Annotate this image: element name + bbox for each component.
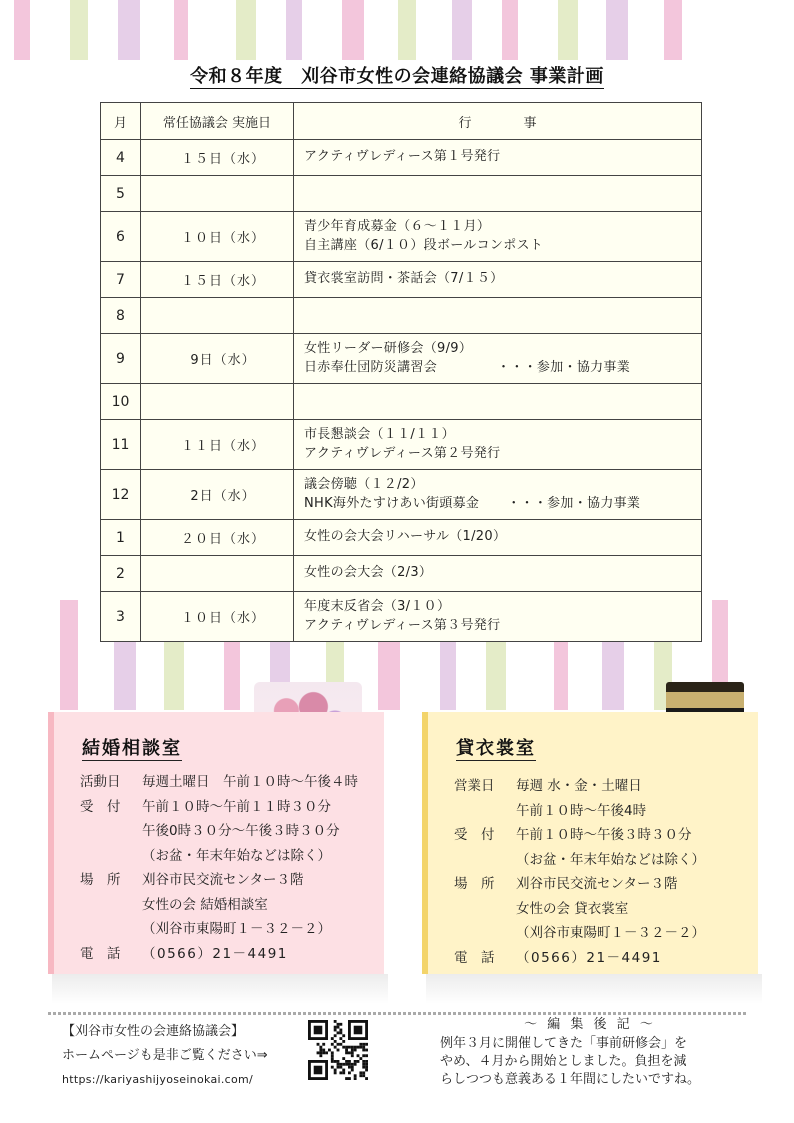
event-cell [294, 420, 702, 470]
stripe [14, 0, 30, 60]
stripe [664, 0, 682, 60]
month-cell: 7 [101, 262, 141, 298]
decorative-stripes-top [0, 0, 794, 60]
stripe [578, 0, 606, 60]
date-cell: １０日（水） [141, 592, 294, 642]
month-header: 月 [101, 103, 141, 140]
month-cell: 5 [101, 176, 141, 212]
month-cell: 12 [101, 470, 141, 520]
info-value: 刈谷市民交流センター３階 [516, 876, 678, 892]
stripe [398, 0, 416, 60]
month-cell: 3 [101, 592, 141, 642]
stripe [174, 0, 188, 60]
stripe [118, 0, 140, 60]
editor-text: らしつつも意義ある１年間にしたいですね。 [440, 1072, 701, 1087]
info-label: 場 所 [80, 872, 121, 888]
event-text: 青少年育成募金（６～１１月） [304, 218, 491, 234]
table-row [101, 556, 702, 592]
event-text: アクティヴレディース第１号発行 [304, 149, 501, 165]
page-title: 令和８年度 刈谷市女性の会連絡協議会 事業計画 [190, 66, 604, 87]
date-cell [141, 298, 294, 334]
month-cell: 4 [101, 140, 141, 176]
event-text: 女性の会大会（2/3） [304, 565, 433, 581]
footer-website [62, 1020, 268, 1092]
event-text: 市長懇談会（１１/１１） [304, 426, 455, 442]
event-header: 行 事 [294, 103, 702, 140]
table-row [101, 520, 702, 556]
event-cell [294, 334, 702, 384]
stripe [502, 0, 518, 60]
stripe [188, 0, 236, 60]
date-cell: １１日（水） [141, 420, 294, 470]
stripe [30, 0, 70, 60]
stripe [452, 0, 472, 60]
stripe [140, 0, 174, 60]
info-value: 毎週 水・金・土曜日 [516, 778, 642, 794]
info-value: 毎週土曜日 午前１０時～午後４時 [142, 774, 358, 790]
stripe [682, 0, 742, 60]
stripe [606, 0, 628, 60]
info-label: 電 話 [80, 945, 121, 962]
info-value: （お盆・年末年始などは除く） [142, 847, 331, 864]
event-text: 女性リーダー研修会（9/9） [304, 340, 473, 356]
editor-text: やめ、４月から開始としました。負担を減 [440, 1054, 687, 1069]
schedule-table [100, 102, 702, 642]
table-header-row [101, 103, 702, 140]
event-text: 女性の会大会リハーサル（1/20） [304, 529, 507, 545]
event-cell [294, 298, 702, 334]
stripe [0, 0, 14, 60]
date-cell: ２０日（水） [141, 520, 294, 556]
table-row [101, 420, 702, 470]
event-text [304, 359, 701, 378]
date-cell: １０日（水） [141, 212, 294, 262]
month-cell: 1 [101, 520, 141, 556]
event-cell [294, 384, 702, 420]
stripe [302, 0, 342, 60]
info-value: （刈谷市東陽町１－３２－２） [516, 925, 705, 941]
footer-divider [48, 1012, 748, 1015]
participation-note: ・・・参加・協力事業 [497, 359, 631, 375]
marriage-consultation-panel [48, 712, 384, 974]
month-cell: 9 [101, 334, 141, 384]
info-label: 活動日 [80, 774, 121, 790]
stripe [286, 0, 302, 60]
event-text: 議会傍聴（１２/2） [304, 476, 424, 492]
info-value: 刈谷市民交流センター３階 [142, 872, 304, 888]
phone-number: （0566）21－4491 [516, 949, 662, 966]
event-text: 日赤奉仕団防災講習会 [304, 359, 438, 375]
panel-shadow [426, 974, 762, 1004]
table-row [101, 262, 702, 298]
info-label: 受 付 [454, 827, 495, 843]
editor-heading: ～ 編 集 後 記 ～ [524, 1017, 656, 1032]
info-value: 午前１０時～午後３時３０分 [516, 827, 692, 843]
org-name: 【刈谷市女性の会連絡協議会】 [62, 1024, 245, 1039]
stripe [0, 600, 60, 710]
stripe [88, 0, 118, 60]
event-cell [294, 592, 702, 642]
info-label: 場 所 [454, 876, 495, 892]
stripe [364, 0, 398, 60]
event-cell [294, 176, 702, 212]
phone-number: （0566）21－4491 [142, 945, 288, 962]
info-value: （刈谷市東陽町１－３２－２） [142, 921, 331, 937]
event-cell [294, 262, 702, 298]
event-text: 貸衣裳室訪問・茶話会（7/１５） [304, 271, 504, 287]
stripe [472, 0, 502, 60]
month-cell: 6 [101, 212, 141, 262]
info-label: 受 付 [80, 798, 121, 815]
event-text [304, 495, 701, 514]
date-header: 常任協議会 実施日 [141, 103, 294, 140]
event-text: 自主講座（6/１０）段ボールコンポスト [304, 237, 544, 253]
stripe [342, 0, 364, 60]
table-row [101, 298, 702, 334]
event-cell [294, 556, 702, 592]
panel-shadow [52, 974, 388, 1004]
table-row [101, 470, 702, 520]
table-row [101, 592, 702, 642]
info-value: 女性の会 結婚相談室 [142, 896, 268, 913]
stripe [70, 0, 88, 60]
event-text: 年度末反省会（3/１０） [304, 598, 451, 614]
info-label: 営業日 [454, 778, 495, 794]
website-link[interactable]: https://kariyashijyoseinokai.com/ [62, 1073, 254, 1086]
stripe [236, 0, 256, 60]
month-cell: 11 [101, 420, 141, 470]
stripe [256, 0, 286, 60]
date-cell: 9日（水） [141, 334, 294, 384]
month-cell: 8 [101, 298, 141, 334]
editor-text: 例年３月に開催してきた「事前研修会」を [440, 1036, 688, 1051]
marriage-heading: 結婚相談室 [82, 734, 182, 761]
month-cell: 10 [101, 384, 141, 420]
table-row [101, 334, 702, 384]
qr-code-icon[interactable] [308, 1020, 368, 1080]
date-cell [141, 384, 294, 420]
date-cell [141, 176, 294, 212]
event-cell [294, 212, 702, 262]
homepage-invite: ホームページも是非ご覧ください⇒ [62, 1048, 268, 1063]
stripe [518, 0, 558, 60]
stripe [416, 0, 452, 60]
month-cell: 2 [101, 556, 141, 592]
date-cell [141, 556, 294, 592]
editor-note [440, 1016, 740, 1089]
stripe [628, 0, 664, 60]
date-cell: 2日（水） [141, 470, 294, 520]
table-row [101, 212, 702, 262]
info-value: 午後0時３０分～午後３時３０分 [142, 823, 340, 839]
participation-note: ・・・参加・協力事業 [507, 495, 641, 511]
event-cell [294, 470, 702, 520]
event-text: アクティヴレディース第２号発行 [304, 445, 501, 461]
event-text: アクティヴレディース第３号発行 [304, 617, 501, 633]
stripe [60, 600, 78, 710]
event-cell [294, 520, 702, 556]
info-value: 午前１０時～午前１１時３０分 [142, 798, 331, 815]
info-value: 午前１０時～午後4時 [516, 802, 647, 819]
info-value: 女性の会 貸衣裳室 [516, 900, 629, 917]
table-row [101, 176, 702, 212]
rental-heading: 貸衣裳室 [456, 734, 536, 761]
info-value: （お盆・年末年始などは除く） [516, 851, 705, 868]
table-row [101, 384, 702, 420]
event-cell [294, 140, 702, 176]
date-cell: １５日（水） [141, 262, 294, 298]
rental-costume-panel [422, 712, 758, 974]
date-cell: １５日（水） [141, 140, 294, 176]
stripe [558, 0, 578, 60]
table-row [101, 140, 702, 176]
event-text: NHK海外たすけあい街頭募金 [304, 495, 480, 511]
info-label: 電 話 [454, 949, 495, 966]
